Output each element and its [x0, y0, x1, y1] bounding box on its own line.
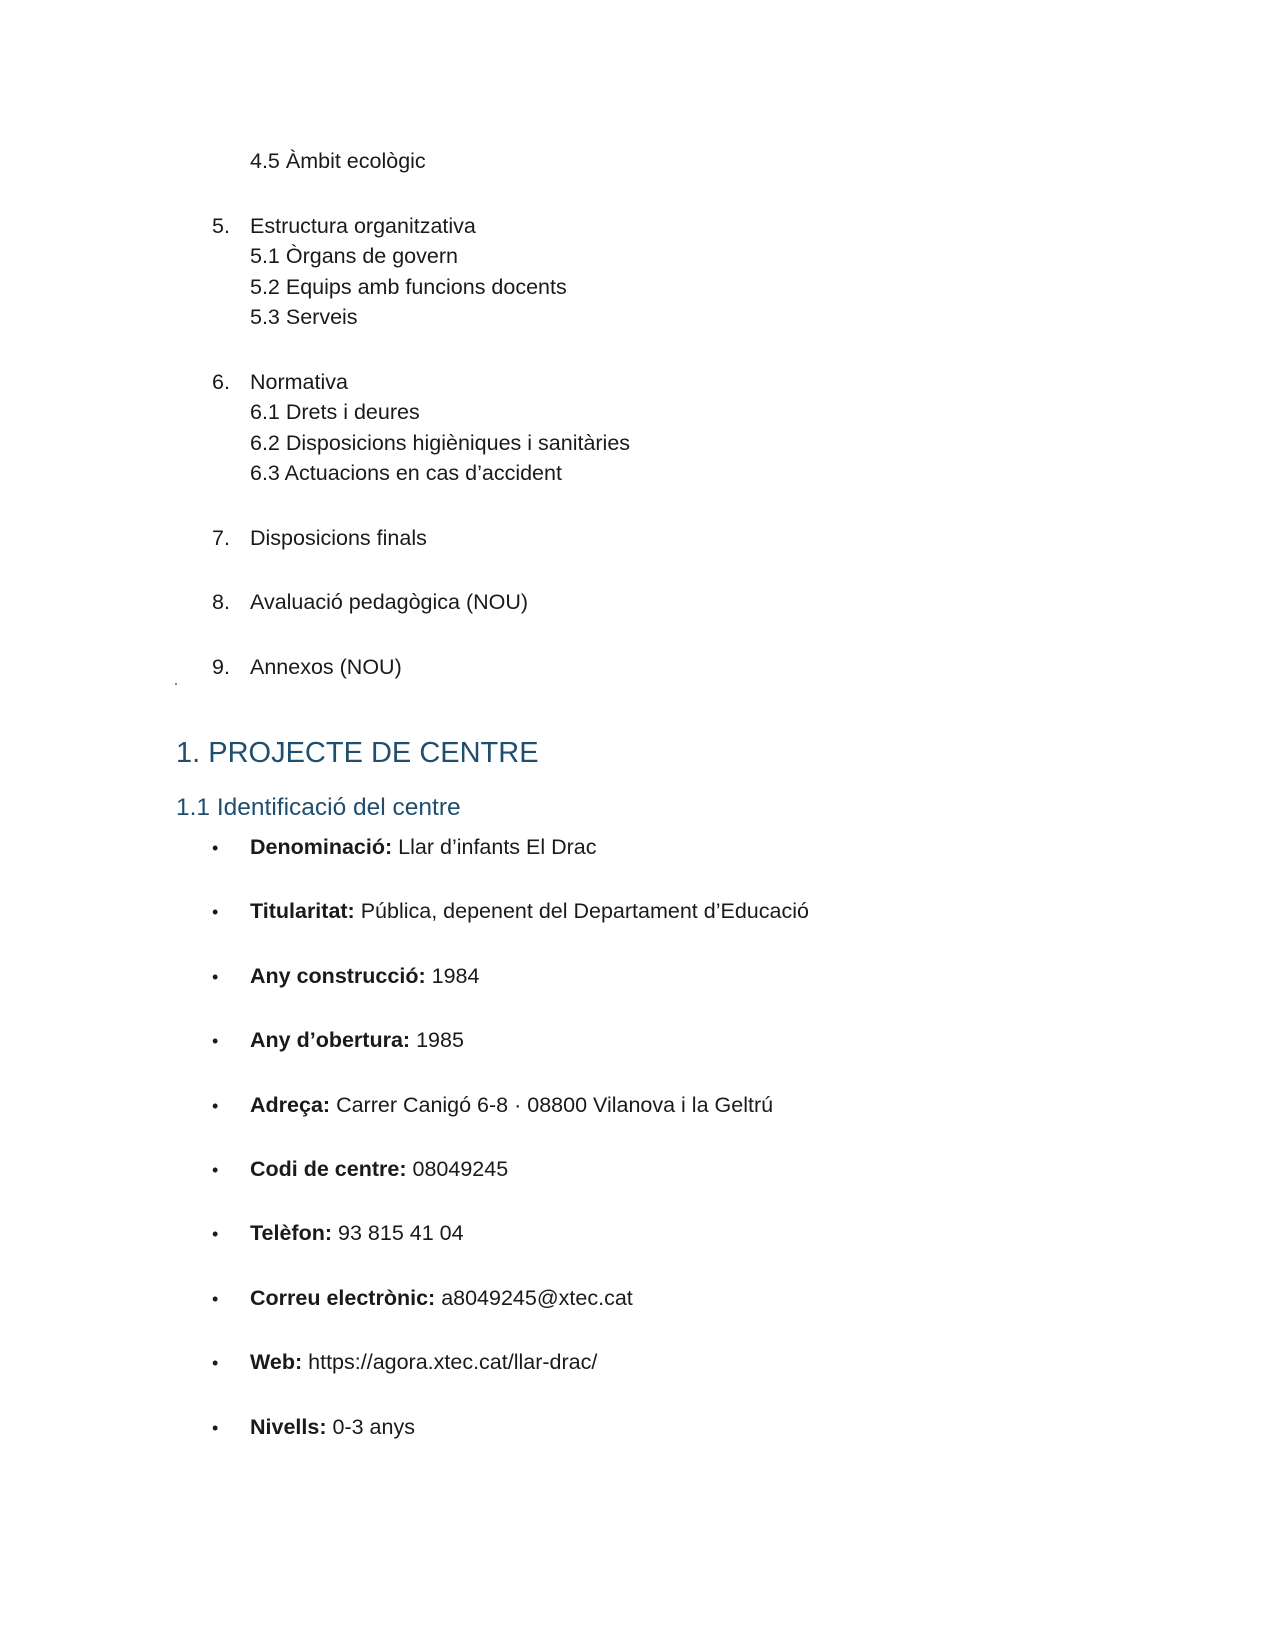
toc-subitem: 5.1 Òrgans de govern [250, 244, 458, 268]
info-label: Adreça: [250, 1092, 331, 1117]
toc-subitem: 5.2 Equips amb funcions docents [250, 274, 567, 299]
toc-group-8 [212, 587, 630, 618]
info-value: 93 815 41 04 [338, 1221, 464, 1246]
toc-subitem: 6.2 Disposicions higièniques i sanitàries [250, 430, 631, 455]
toc-subitem: 6.1 Drets i deures [250, 400, 420, 424]
info-value: Carrer Canigó 6-8 · 08800 Vilanova i la Geltrú [336, 1092, 774, 1117]
list-item [212, 1286, 809, 1350]
table-of-contents [212, 146, 630, 682]
toc-item-title: Normativa [250, 369, 348, 394]
info-value: 1984 [431, 963, 480, 988]
section-heading: 1. PROJECTE DE CENTRE [176, 737, 539, 769]
toc-item [212, 523, 630, 554]
info-label: Denominació: [250, 835, 393, 859]
toc-item [212, 211, 630, 242]
info-label: Telèfon: [250, 1221, 333, 1246]
info-value-web-link[interactable]: https://agora.xtec.cat/llar-drac/ [308, 1350, 598, 1375]
toc-item [212, 652, 630, 683]
info-value: Pública, depenent del Departament d’Educació [360, 899, 809, 924]
toc-subitem: 6.3 Actuacions en cas d’accident [250, 461, 562, 485]
list-item [212, 964, 809, 1028]
toc-item-number: 6. [212, 369, 230, 394]
info-label: Nivells: [250, 1414, 327, 1439]
toc-item-number: 5. [212, 213, 230, 238]
toc-item-number: 7. [212, 525, 230, 550]
toc-group-7 [212, 523, 630, 554]
bullet-icon: • [212, 1224, 219, 1245]
toc-item-title: Estructura organitzativa [250, 213, 476, 238]
bullet-icon: • [212, 838, 219, 858]
toc-item-number: 8. [212, 590, 230, 614]
list-item [212, 1350, 809, 1414]
info-label: Codi de centre: [250, 1156, 407, 1181]
section-subheading: 1.1 Identificació del centre [176, 794, 461, 821]
toc-subitem: 5.3 Serveis [250, 305, 358, 329]
bullet-icon: • [212, 1031, 219, 1052]
stray-mark [175, 683, 177, 685]
list-item [212, 1415, 809, 1479]
toc-group-5 [212, 211, 630, 333]
bullet-icon: • [212, 966, 219, 987]
info-value: 0-3 anys [332, 1414, 415, 1439]
centre-info-list [212, 835, 809, 1479]
info-label: Web: [250, 1350, 303, 1375]
info-value: 08049245 [412, 1156, 509, 1181]
info-value: Llar d’infants El Drac [398, 835, 597, 859]
info-label: Titularitat: [250, 899, 355, 924]
bullet-icon: • [212, 1095, 219, 1116]
info-label: Any d’obertura: [250, 1028, 411, 1053]
toc-item [212, 587, 630, 618]
bullet-icon: • [212, 902, 219, 923]
list-item [212, 899, 809, 963]
toc-item [212, 367, 630, 398]
list-item [212, 1221, 809, 1285]
list-item [212, 1093, 809, 1157]
toc-item-title: Avaluació pedagògica (NOU) [250, 590, 529, 614]
toc-subitem: 4.5 Àmbit ecològic [250, 149, 426, 173]
bullet-icon: • [212, 1159, 219, 1180]
list-item [212, 1157, 809, 1221]
list-item [212, 835, 809, 899]
toc-item-title: Disposicions finals [250, 525, 427, 550]
list-item [212, 1028, 809, 1092]
toc-group-9 [212, 652, 630, 683]
info-label: Correu electrònic: [250, 1285, 436, 1310]
bullet-icon: • [212, 1417, 219, 1438]
info-value-email[interactable]: a8049245@xtec.cat [441, 1285, 633, 1310]
info-label: Any construcció: [250, 963, 426, 988]
info-value: 1985 [416, 1028, 464, 1053]
toc-group-6 [212, 367, 630, 489]
bullet-icon: • [212, 1288, 219, 1309]
bullet-icon: • [212, 1353, 219, 1374]
toc-item-title: Annexos (NOU) [250, 654, 402, 679]
toc-item-number: 9. [212, 654, 230, 679]
